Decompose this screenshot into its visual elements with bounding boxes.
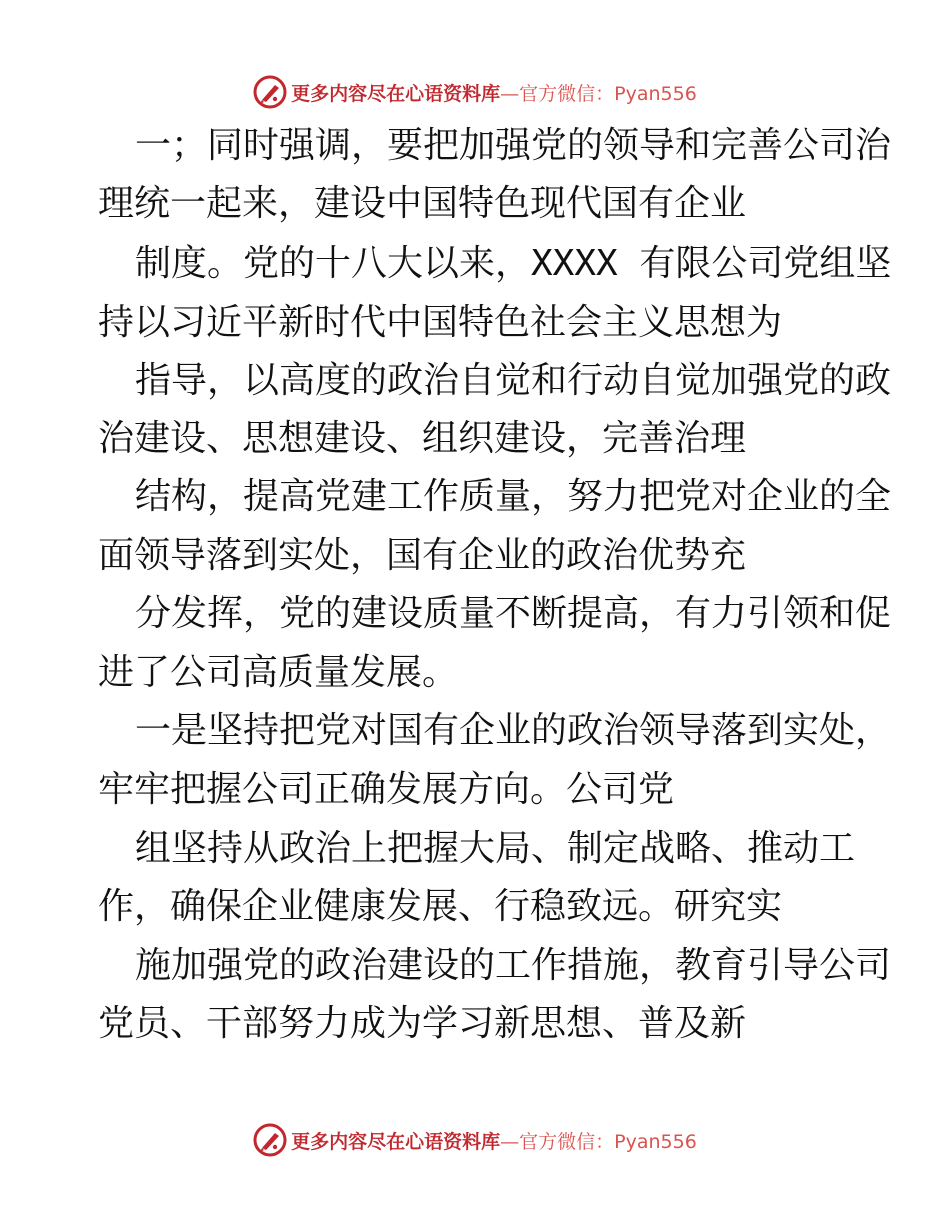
body-line: 一是坚持把党对国有企业的政治领导落到实处， — [135, 710, 892, 751]
body-line: 制度。党的十八大以来，XXXX 有限公司党组坚 — [135, 243, 892, 284]
banner-dash: — — [500, 1130, 520, 1153]
body-line: 面领导落到实处，国有企业的政治优势充 — [98, 535, 747, 576]
header-banner — [0, 72, 950, 112]
pen-nib-logo-icon — [253, 75, 287, 109]
body-line: 牢牢把握公司正确发展方向。公司党 — [98, 769, 675, 810]
body-line: 结构，提高党建工作质量，努力把党对企业的全 — [135, 476, 892, 517]
banner-contact: 官方微信：Pyan556 — [519, 82, 697, 105]
body-line: 指导，以高度的政治自觉和行动自觉加强党的政 — [135, 360, 892, 401]
body-line: 施加强党的政治建设的工作措施，教育引导公司 — [135, 945, 892, 986]
body-line: 作，确保企业健康发展、行稳致远。研究实 — [98, 886, 783, 927]
banner-dash: — — [500, 82, 520, 105]
body-line: 组坚持从政治上把握大局、制定战略、推动工 — [135, 828, 856, 869]
body-line: 分发挥，党的建设质量不断提高，有力引领和促 — [135, 593, 892, 634]
body-line: 治建设、思想建设、组织建设，完善治理 — [98, 418, 747, 459]
pen-nib-logo-icon — [253, 1123, 287, 1157]
body-line: 理统一起来，建设中国特色现代国有企业 — [98, 183, 747, 224]
banner-main-text: 更多内容尽在心语资料库 — [291, 1130, 501, 1153]
body-line: 一；同时强调，要把加强党的领导和完善公司治 — [135, 125, 892, 166]
footer-banner — [0, 1120, 950, 1160]
body-line: 持以习近平新时代中国特色社会主义思想为 — [98, 302, 783, 343]
body-line: 党员、干部努力成为学习新思想、普及新 — [98, 1003, 747, 1044]
banner-contact: 官方微信：Pyan556 — [519, 1130, 697, 1153]
body-line: 进了公司高质量发展。 — [98, 652, 459, 693]
banner-main-text: 更多内容尽在心语资料库 — [291, 82, 501, 105]
